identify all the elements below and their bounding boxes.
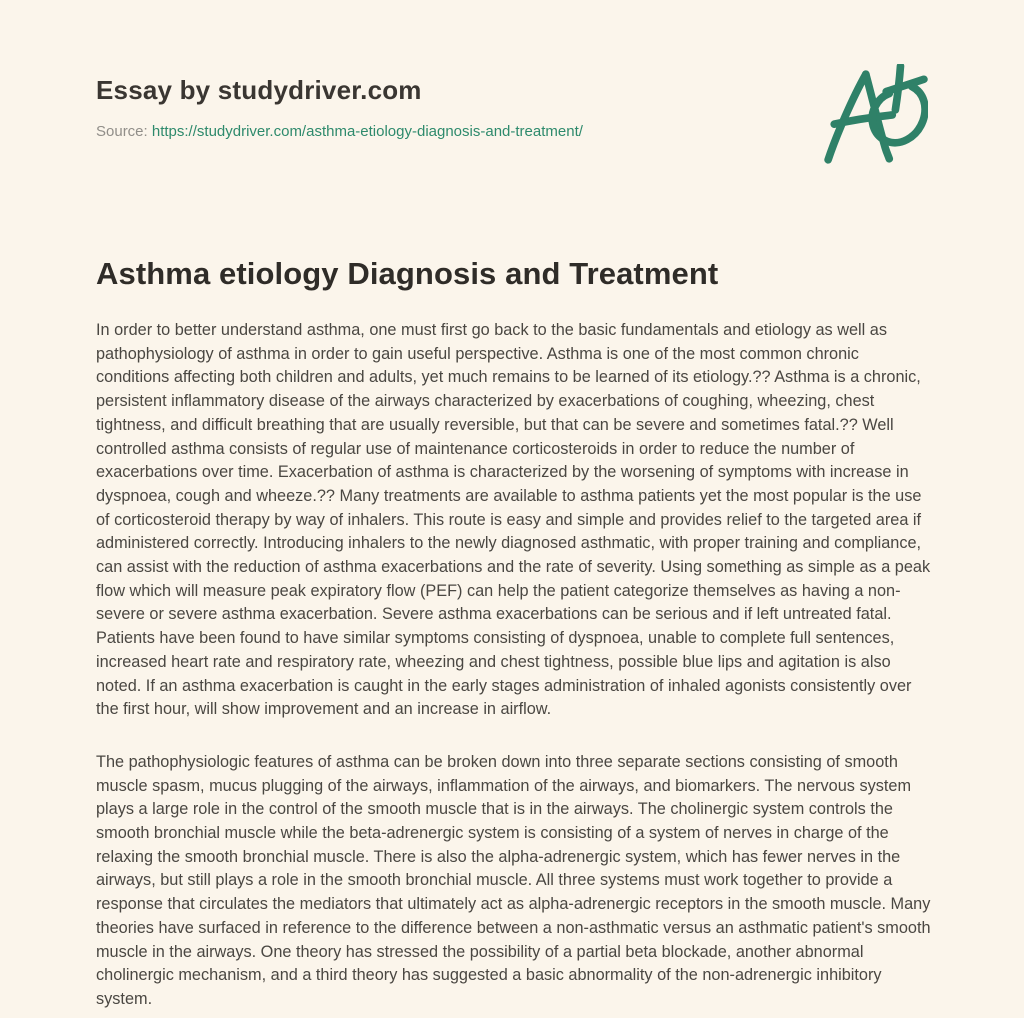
brand-title: Essay by studydriver.com [96,75,422,105]
essay-article [96,256,934,1018]
source-label: Source: [96,123,148,140]
studydriver-logo [822,64,928,168]
article-paragraph-2: The pathophysiologic features of asthma can be broken down into three separate sections consisting of smooth muscle spasm, mucus plugging of the airways, inflammation of the airways, and biomarkers. The nervous system plays a large role in the control of the smooth muscle that is in the airways. The cholinergic system controls the smooth bronchial muscle while the beta-adrenergic system is consisting of a system of nerves in charge of the relaxing the smooth bronchial muscle. There is also the alpha-adrenergic system, which has fewer nerves in the airways, but still plays a role in the smooth bronchial muscle. All three systems must work together to provide a response that circulates the mediators that ultimately act as alpha-adrenergic receptors in the smooth muscle. Many theories have surfaced in reference to the difference between a non-asthmatic versus an asthmatic patient's smooth muscle in the airways. One theory has stressed the possibility of a partial beta blockade, another abnormal cholinergic mechanism, and a third theory has suggested a basic abnormality of the non-adrenergic inhibitory system. [96,752,931,1008]
a-plus-logo-icon [822,64,928,168]
article-paragraph-1: In order to better understand asthma, one must first go back to the basic fundamentals and etiology as well as pathophysiology of asthma in order to gain useful perspective. Asthma is one of the most common chronic conditions affecting both children and adults, yet much remains to be learned of its etiology.?? Asthma is a chronic, persistent inflammatory disease of the airways characterized by exacerbations of coughing, wheezing, chest tightness, and difficult breathing that are usually reversible, but that can be severe and sometimes fatal.?? Well controlled asthma consists of regular use of maintenance corticosteroids in order to reduce the number of exacerbations over time. Exacerbation of asthma is characterized by the worsening of symptoms with increase in dyspnoea, cough and wheeze.?? Many treatments are available to asthma patients yet the most popular is the use of corticosteroid therapy by way of inhalers. This route is easy and simple and provides relief to the targeted area if administered correctly. Introducing inhalers to the newly diagnosed asthmatic, with proper training and compliance, can assist with the reduction of asthma exacerbations and the rate of severity. Using something as simple as a peak flow which will measure peak expiratory flow (PEF) can help the patient categorize themselves as having a non-severe or severe asthma exacerbation. Severe asthma exacerbations can be serious and if left untreated fatal. Patients have been found to have similar symptoms consisting of dyspnoea, unable to complete full sentences, increased heart rate and respiratory rate, wheezing and chest tightness, possible blue lips and agitation is also noted. If an asthma exacerbation is caught in the early stages administration of inhaled agonists consistently over the first hour, will show improvement and an increase in airflow. [96,321,931,719]
page-header [96,76,796,141]
source-url-link[interactable]: https://studydriver.com/asthma-etiology-diagnosis-and-treatment/ [151,123,583,140]
article-title: Asthma etiology Diagnosis and Treatment [96,256,719,291]
source-line [96,123,796,141]
